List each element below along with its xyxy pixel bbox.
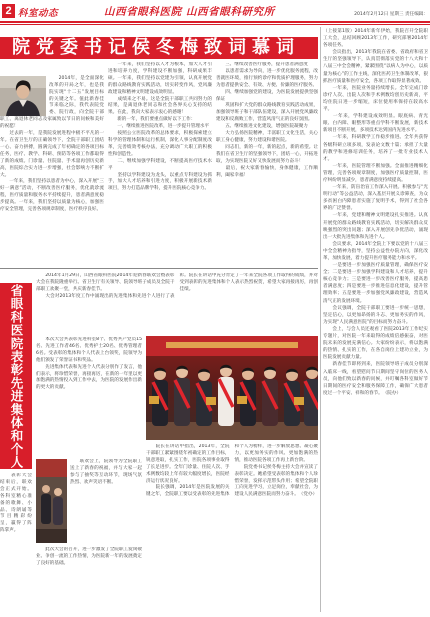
article2-beside-photo-text: 联欢会上，院领导为全院职工送上了新春的祝福，并与大家一起参与了抽奖等互动环节，现场气氛热烈、欢声笑语不断。 <box>70 459 142 485</box>
masthead-thin-rule <box>0 24 430 25</box>
article1-column-2: 一年来，我们坚持以人才为根本，加大人才引进和培养力度，学科建设不断加强，科研成果丰硕。一年来，我们坚持以党建为引领，认真开展党的群众路线教育实践活动，切实转变作风，党风廉政建设和精神文明建设成效明显。 成绩来之不易。这是全院干部职工共同努力的结果，是离退休老同志和社会各界关心支持的结果。在此，我向大家表示衷心的感谢！ 新的一年，我们要重点做好以下工作： 一、继续推进医院改革，进一步提升管理水平 按照公立医院改革的总体要求，积极探索建立科学的管理体制和运行机制，深化人事分配制度改革，完善绩效考核办法，充分调动广大职工的积极性和创造性。 二、继续加强学科建设，不断提高医疗技术水平 坚持以学科建设为龙头，以重点专科建设为抓手，加大人才培养和引进力度，积极开展新技术新项目，努力打造品牌学科，提升医院核心竞争力。 <box>108 62 212 192</box>
portrait-image <box>0 76 46 116</box>
event-photo <box>36 459 67 543</box>
article2-left-column: 本次大会共表彰先进科室8个、优秀共产党员15名、先进工作者46名、优秀护士20名、优秀管理者6名。受表彰的集体和个人代表上台领奖，院领导为他们颁发了荣誉证书和奖品。 先进集体代表和先进个人代表分别作了发言，他们表示，将珍惜荣誉，再接再厉，在新的一年里以更加饱满的热情投入到工作中去，为医院的发展作出新的更大的贡献。 <box>36 337 142 391</box>
article1-column-1 <box>0 62 104 266</box>
article1-column-1-text: 2014年，是全面深化改革的开局之年，也是我院实现“十二五”发展目标的关键之年。值此新春佳节来临之际，我代表院党委、院行政，向全院干部职工、离退休老同志及家属致以节日的问候和美好的祝愿！ 过去的一年，是我院发展进程中极不平凡的一年。在省卫生厅的正确领导下，全院干部职工团结一心、奋力拼搏，圆满完成了年初确定的各项目标任务，医疗、教学、科研、预防等各项工作都取得了新的成绩。门诊量、住院量、手术量再创历史新高，医院综合实力进一步增强，社会影响力不断扩大。 一年来，我们坚持以患者为中心，深入开展“三好一满意”活动，不断改善医疗服务，优化就诊流程，医疗质量和服务水平持续提升，患者满意度稳步提高。一年来，我们坚持以质量为核心，加强医疗安全管理，完善各项规章制度，医疗秩序良好。 <box>0 75 104 213</box>
article1-headline: 院党委书记侯冬梅致词慕词 <box>0 37 318 59</box>
section-name: 科室动态 <box>18 8 59 19</box>
section-number: 2 <box>2 4 15 18</box>
award-ceremony-image <box>146 336 318 440</box>
article2-banner: 省眼科医院表彰先进集体和个人 <box>0 283 32 469</box>
award-ceremony-photo <box>146 336 318 440</box>
event-image <box>36 459 67 543</box>
portrait-photo <box>0 69 46 109</box>
article2-bottom-right-text: 院长在讲话中指出，2013年，全院干部职工紧紧围绕年初确定的工作目标，锐意进取，扎实工作，医院各项事业取得了长足进步。全年门诊量、住院人次、手术例数均较上年有较大幅度增长，医院经济运行状况良好。 院长强调，2014年是医院发展的关键之年，全院职工要以受表彰的先进集体和个人为榜样，进一步解放思想、凝心聚力，以更加务实的作风、更加饱满的热情，推动医院各项工作再上新台阶。 院党委书记侯冬梅主持大会并宣读了表彰决定。她希望受表彰的集体和个人珍惜荣誉，发挥示范带头作用；希望全院职工向先进学习，立足岗位，奉献社会，为建设人民满意医院而努力奋斗。 （党办） <box>146 444 318 498</box>
article-divider <box>0 268 318 269</box>
paper-title: 山西省眼科医院 山西省眼科研究所 <box>104 6 275 18</box>
right-column-text: （上接第1版）2014年新年伊始，我院召开全院职工大会，总结回顾2013年工作，研究部署2014年各项任务。 会议指出，2013年我院在省委、省政府和省卫生厅的坚强领导下，认真贯彻落实党的十八大和十八届三中全会精神，紧紧围绕“以病人为中心，以质量为核心”的工作主线，深化医药卫生体制改革，狠抓医疗质量和医疗安全，各项工作取得显著成效。 一年来，医院业务量持续增长。全年完成门诊诊疗人次、出院人次和手术例数均创历史新高，平均住院日进一步缩短，床位使用率保持在较高水平。 一年来，学科建设成效明显。眼底病、青光眼、白内障、眼整形等重点学科不断发展，新技术新项目不断开展，多项技术达到国内先进水平。 一年来，科研教学工作稳步推进。全年共获得各级科研立项多项，发表论文数十篇；承担了大量的教学和进修培训任务，培养了一批专业技术人才。 一年来，医院管理不断加强。全面推进精细化管理，完善各项规章制度，加强医疗质量控制，医疗纠纷明显减少，患者满意度持续提高。 一年来，防盲治盲工作深入开展。积极参与“光明行动”等公益活动，深入基层开展义诊筛查，为众多贫困白内障患者实施了复明手术，得到了社会各界的广泛赞誉。 一年来，党建和精神文明建设扎实推进。认真开展党的群众路线教育实践活动，切实解决群众反映强烈的突出问题；深入开展创先争优活动，涌现出一大批先进集体和先进个人。 会议要求，2014年全院上下要以党的十八届三中全会精神为指导，坚持公益性办院方向，深化改革，加快发展，着力提升医疗服务能力和水平。 一是要进一步加强医疗质量管理，确保医疗安全；二是要进一步加强学科建设和人才培养，提升核心竞争力；三是要进一步改善医疗服务，提高患者满意度；四是要进一步推进信息化建设，提升管理效率；五是要进一步加强党风廉政建设，营造风清气正的发展环境。 会议强调，全院干部职工要进一步统一思想，坚定信心，以更加昂扬的斗志、更加务实的作风，为实现“人民满意医院”的目标而努力奋斗。 会上，与会人员还观看了医院2013年工作纪实专题片，对医院一年来取得的成绩倍感振奋，对医院未来的发展充满信心。大家纷纷表示，将以饱满的热情、扎实的工作，在各自岗位上建功立业，为医院发展贡献力量。 新春佳节即将到来，医院领导班子成员分别深入临床一线，看望慰问节日期间坚守岗位的医务人员，向他们致以新春的问候，并叮嘱各科室做好节日期间的医疗安全和服务保障工作，确保广大患者度过一个平安、祥和的春节。 （院办） <box>323 29 428 396</box>
column-rule <box>320 27 321 612</box>
article2-narrow-column: 表彰大会结束后，联欢会正式开始。各科室精心准备的歌舞、小品、诗朗诵等节目精彩纷呈，赢得了阵阵掌声。 <box>0 473 32 534</box>
article1-column-3: 三、继续改善医疗服务，提升患者满意度 以患者需求为导向，进一步优化服务流程，改善就医环境，推行预约诊疗和优质护理服务，努力为患者提供安全、有效、方便、价廉的医疗服务。 四、继续加强党的建设，为医院发展提供坚强保证 巩固和扩大党的群众路线教育实践活动成果，加强领导班子和干部队伍建设，深入开展党风廉政建设和反腐败工作，营造风清气正的良好氛围。 五、继续推进文化建设，增强医院凝聚力 大力弘扬医院精神，丰富职工文化生活，关心职工身心健康，努力建设和谐医院。 同志们，新的一年，新的起点，新的希望。让我们在省卫生厅的坚强领导下，团结一心，开拓进取，为实现医院又好又快发展而努力奋斗！ 最后，祝大家新春愉快，身体健康，工作顺利，阖家幸福！ <box>216 62 318 178</box>
issue-info: 2014年2月12日 星期三 责任编辑： <box>354 12 428 17</box>
article2-below-photo-text: 此次大会的召开，进一步激发了全院职工爱岗敬业、争创一流的工作热情，为医院新一年的发展奠定了良好的基础。 <box>36 547 142 566</box>
article2-intro: 2014年1月29日，山西省眼科医院2014年迎新春联欢会暨表彰大会在我院隆重举行。省卫生厅有关领导、院领导班子成员及全院干部职工欢聚一堂，共庆新春佳节。 大会对2013年度工作中涌现出的先进集体和先进个人进行了表彰。院长在讲话中充分肯定了一年来全院各项工作取得的成绩，并对受到表彰的先进集体和个人表示热烈祝贺，希望大家再接再厉，再创佳绩。 <box>36 273 318 299</box>
masthead-rule <box>0 21 430 23</box>
